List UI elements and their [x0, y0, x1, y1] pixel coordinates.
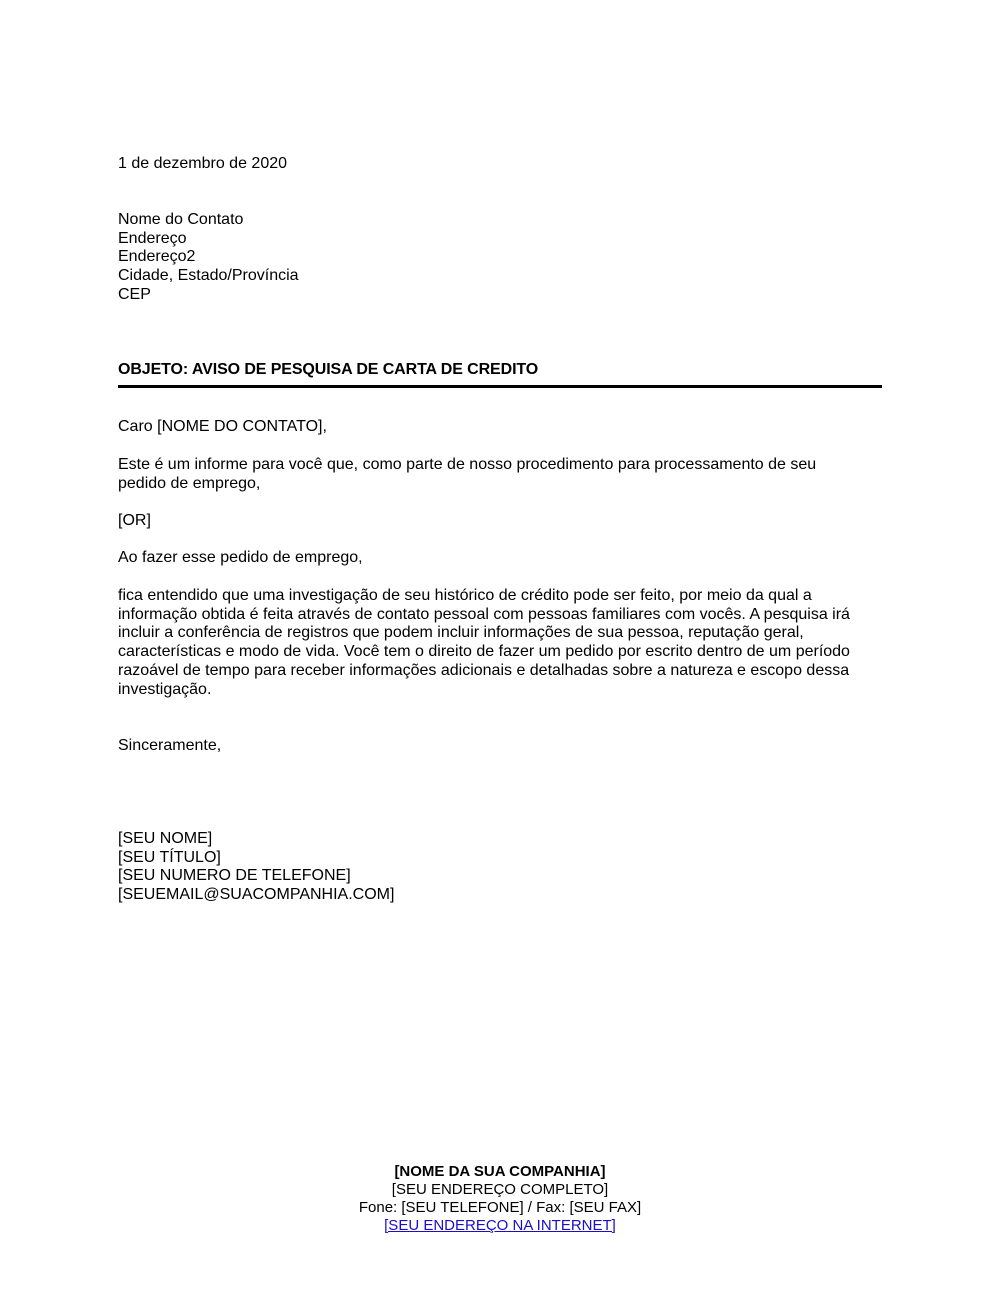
- recipient-zip: CEP: [118, 285, 151, 303]
- signature-phone: [SEU NUMERO DE TELEFONE]: [118, 867, 351, 885]
- recipient-address-block: [118, 211, 299, 305]
- body-paragraph-3-line: fica entendido que uma investigação de seu histórico de crédito pode ser feito, por meio da qual a: [118, 587, 812, 604]
- body-paragraph-2: Ao fazer esse pedido de emprego,: [118, 549, 363, 566]
- body-paragraph-3-line: informação obtida é feita através de contato pessoal com pessoas familiares com vocês. A pesquisa irá: [118, 605, 850, 623]
- footer-company-name: [NOME DA SUA COMPANHIA]: [394, 1163, 606, 1180]
- footer-address: [SEU ENDEREÇO COMPLETO]: [391, 1181, 609, 1198]
- body-paragraph-3: [118, 587, 882, 699]
- closing: Sinceramente,: [118, 737, 222, 754]
- footer-contact: Fone: [SEU TELEFONE] / Fax: [SEU FAX]: [358, 1199, 642, 1216]
- recipient-address-line-2: Endereço2: [118, 248, 196, 266]
- signature-title: [SEU TÍTULO]: [118, 848, 221, 866]
- salutation: Caro [NOME DO CONTATO],: [118, 418, 327, 435]
- letter-date: 1 de dezembro de 2020: [118, 155, 288, 172]
- recipient-city-state: Cidade, Estado/Província: [118, 267, 299, 285]
- subject-divider: [118, 385, 882, 388]
- recipient-address-line-1: Endereço: [118, 229, 187, 247]
- recipient-name: Nome do Contato: [118, 211, 244, 228]
- body-paragraph-3-line: incluir a conferência de registros que podem incluir informações de sua pessoa, reputação geral,: [118, 624, 804, 642]
- signature-name: [SEU NOME]: [118, 830, 213, 847]
- letterhead-footer: [0, 1163, 1000, 1235]
- subject-heading: OBJETO: AVISO DE PESQUISA DE CARTA DE CREDITO: [118, 361, 539, 378]
- body-paragraph-1-line: pedido de emprego,: [118, 474, 261, 492]
- body-paragraph-3-line: investigação.: [118, 680, 212, 698]
- signature-block: [118, 830, 394, 905]
- body-paragraph-1: [118, 456, 882, 493]
- body-paragraph-1-line: Este é um informe para você que, como parte de nosso procedimento para processamento de seu: [118, 456, 817, 473]
- body-paragraph-3-line: razoável de tempo para receber informações adicionais e detalhadas sobre a natureza e escopo dessa: [118, 661, 850, 679]
- signature-email: [SEUEMAIL@SUACOMPANHIA.COM]: [118, 886, 395, 904]
- body-paragraph-3-line: características e modo de vida. Você tem o direito de fazer um pedido por escrito dentro de um período: [118, 643, 850, 661]
- footer-website-link[interactable]: [SEU ENDEREÇO NA INTERNET]: [384, 1217, 616, 1234]
- or-marker: [OR]: [118, 512, 151, 529]
